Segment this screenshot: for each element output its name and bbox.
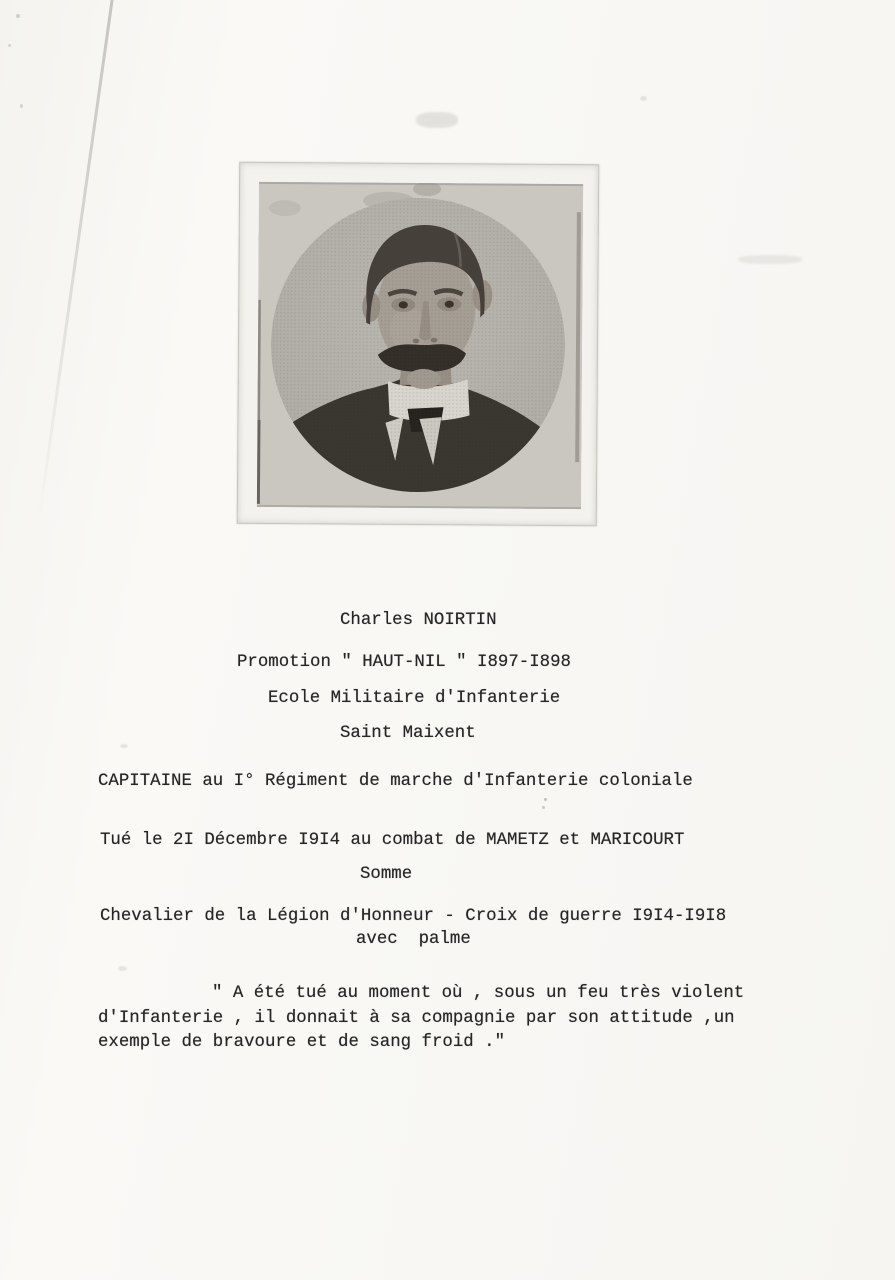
death-place-line: Somme	[360, 865, 413, 884]
paper-speck	[542, 806, 545, 809]
promotion-line: Promotion " HAUT-NIL " I897-I898	[237, 653, 571, 672]
school-line: Ecole Militaire d'Infanterie	[268, 689, 561, 708]
paper-smudge	[738, 255, 802, 264]
honors-line: Chevalier de la Légion d'Honneur - Croix de guerre I9I4-I9I8	[100, 907, 727, 926]
rank-line: CAPITAINE au I° Régiment de marche d'Infanterie coloniale	[98, 772, 693, 791]
citation-line-3: exemple de bravoure et de sang froid ."	[98, 1033, 506, 1052]
paper-speck	[8, 44, 11, 47]
paper-speck	[16, 14, 20, 18]
portrait-photo	[257, 182, 583, 509]
citation-line-2: d'Infanterie , il donnait à sa compagnie par son attitude ,un	[98, 1009, 735, 1028]
paper-speck	[118, 966, 127, 971]
paper-speck	[20, 104, 23, 108]
paper-crease	[37, 0, 115, 525]
paper-smudge	[640, 96, 647, 101]
paper-smudge	[416, 112, 458, 128]
city-line: Saint Maixent	[340, 724, 476, 743]
citation-line-1: " A été tué au moment où , sous un feu très violent	[212, 984, 745, 1003]
paper-speck	[120, 744, 128, 748]
honors-sub-line: avec palme	[356, 930, 471, 949]
photo-frame	[237, 162, 600, 527]
paper-speck	[544, 798, 547, 801]
death-line: Tué le 2I Décembre I9I4 au combat de MAMETZ et MARICOURT	[100, 831, 685, 850]
name-line: Charles NOIRTIN	[340, 611, 497, 630]
photo-paper	[257, 182, 583, 509]
